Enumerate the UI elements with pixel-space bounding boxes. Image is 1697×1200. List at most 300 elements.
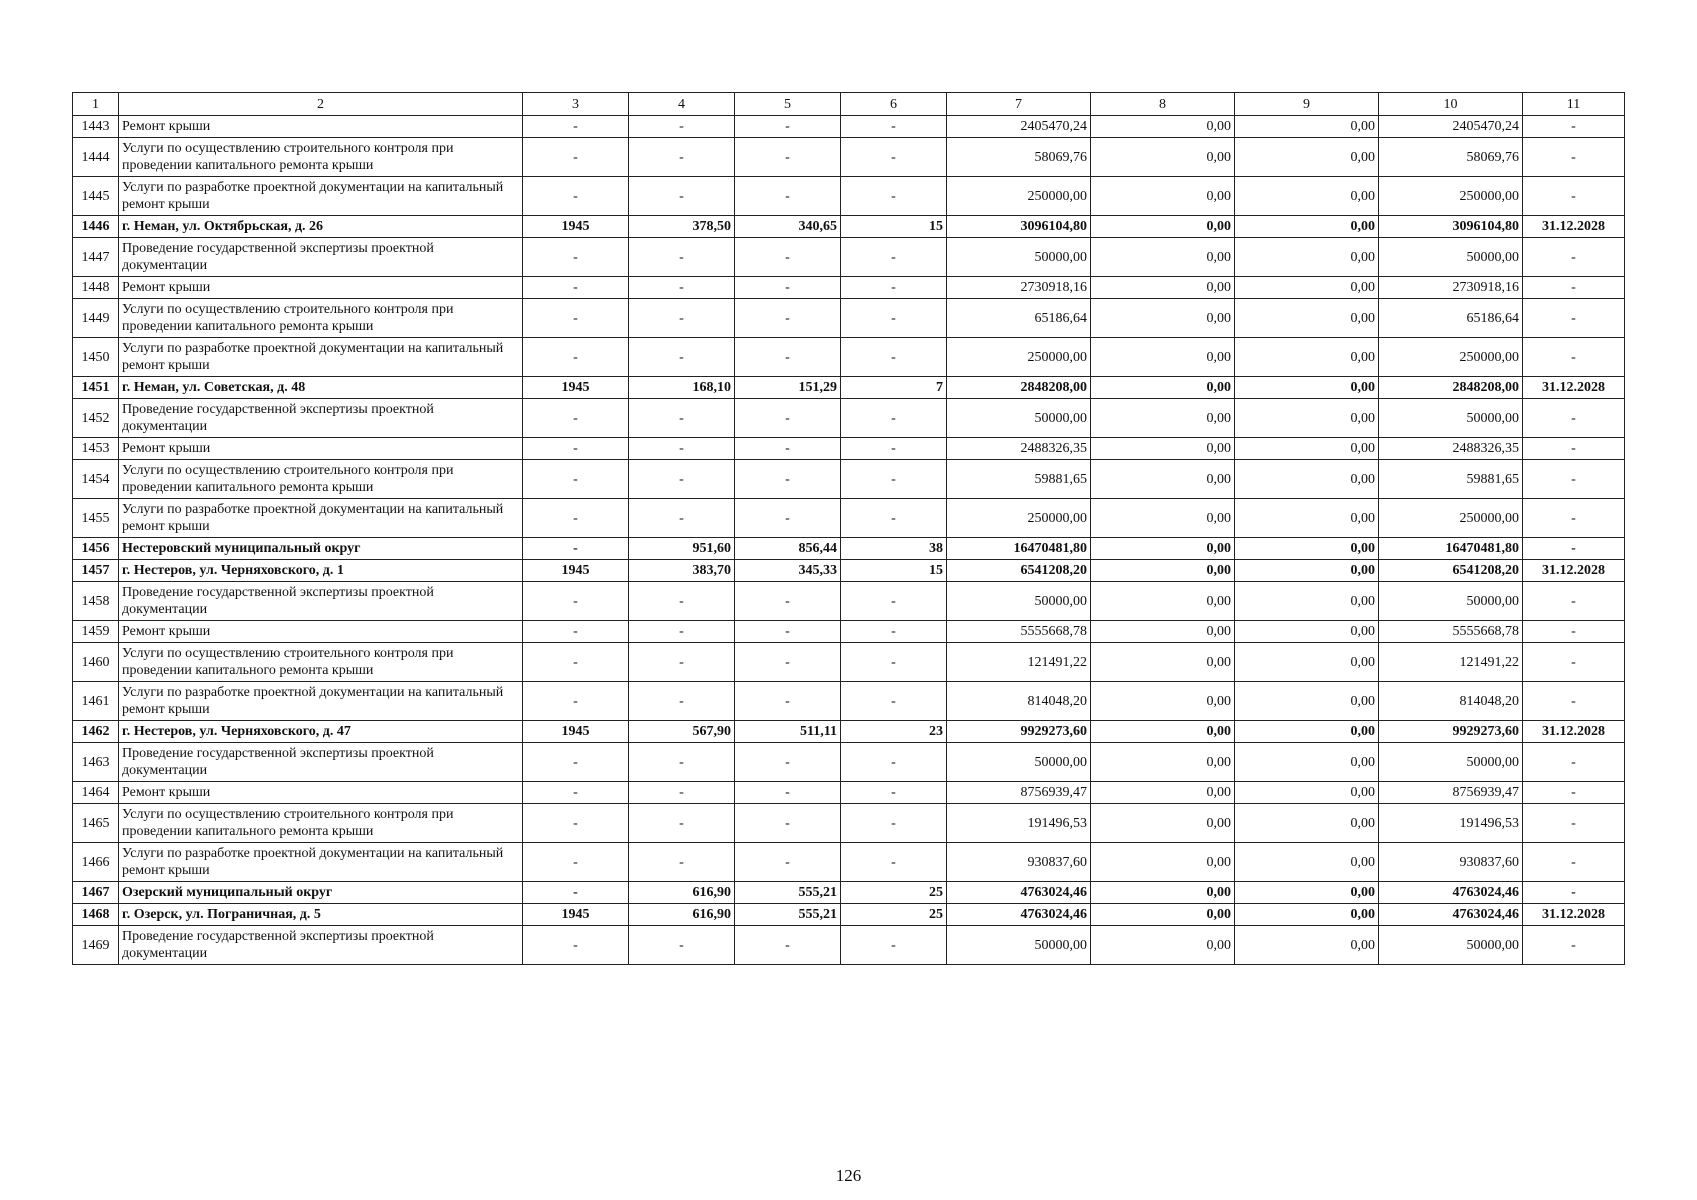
area-living-cell: - — [735, 843, 841, 882]
deadline-cell: - — [1523, 682, 1625, 721]
table-row — [73, 743, 1625, 782]
cost-cell-10: 50000,00 — [1379, 743, 1523, 782]
area-total-cell: - — [629, 643, 735, 682]
fund-cell-9: 0,00 — [1235, 499, 1379, 538]
row-number-cell: 1468 — [73, 904, 119, 926]
area-total-cell: 951,60 — [629, 538, 735, 560]
table-row — [73, 721, 1625, 743]
total-cost-cell: 4763024,46 — [947, 904, 1091, 926]
cost-cell-10: 16470481,80 — [1379, 538, 1523, 560]
cost-cell-10: 191496,53 — [1379, 804, 1523, 843]
total-cost-cell: 4763024,46 — [947, 882, 1091, 904]
cost-cell-10: 250000,00 — [1379, 177, 1523, 216]
area-living-cell: - — [735, 743, 841, 782]
total-cost-cell: 2730918,16 — [947, 277, 1091, 299]
area-living-cell: - — [735, 682, 841, 721]
deadline-cell: - — [1523, 438, 1625, 460]
row-number-cell: 1454 — [73, 460, 119, 499]
fund-cell-9: 0,00 — [1235, 643, 1379, 682]
fund-cell-8: 0,00 — [1091, 299, 1235, 338]
name-cell: г. Озерск, ул. Пограничная, д. 5 — [119, 904, 523, 926]
year-cell: - — [523, 621, 629, 643]
cost-cell-10: 8756939,47 — [1379, 782, 1523, 804]
row-number-cell: 1469 — [73, 926, 119, 965]
residents-cell: - — [841, 843, 947, 882]
fund-cell-9: 0,00 — [1235, 238, 1379, 277]
year-cell: - — [523, 743, 629, 782]
table-row — [73, 216, 1625, 238]
cost-cell-10: 2405470,24 — [1379, 116, 1523, 138]
total-cost-cell: 3096104,80 — [947, 216, 1091, 238]
residents-cell: - — [841, 621, 947, 643]
fund-cell-9: 0,00 — [1235, 804, 1379, 843]
header-cell-1: 1 — [73, 93, 119, 116]
deadline-cell: - — [1523, 926, 1625, 965]
deadline-cell: - — [1523, 277, 1625, 299]
deadline-cell: 31.12.2028 — [1523, 216, 1625, 238]
table-row — [73, 299, 1625, 338]
area-total-cell: 567,90 — [629, 721, 735, 743]
row-number-cell: 1453 — [73, 438, 119, 460]
name-cell: Услуги по осуществлению строительного контроля при проведении капитального ремонта крыши — [119, 460, 523, 499]
header-cell-6: 6 — [841, 93, 947, 116]
total-cost-cell: 250000,00 — [947, 338, 1091, 377]
table-body — [73, 93, 1625, 965]
row-number-cell: 1456 — [73, 538, 119, 560]
total-cost-cell: 5555668,78 — [947, 621, 1091, 643]
name-cell: г. Неман, ул. Советская, д. 48 — [119, 377, 523, 399]
area-total-cell: 378,50 — [629, 216, 735, 238]
fund-cell-9: 0,00 — [1235, 926, 1379, 965]
fund-cell-9: 0,00 — [1235, 721, 1379, 743]
row-number-cell: 1461 — [73, 682, 119, 721]
fund-cell-8: 0,00 — [1091, 277, 1235, 299]
cost-cell-10: 65186,64 — [1379, 299, 1523, 338]
name-cell: г. Неман, ул. Октябрьская, д. 26 — [119, 216, 523, 238]
deadline-cell: - — [1523, 804, 1625, 843]
year-cell: 1945 — [523, 904, 629, 926]
deadline-cell: - — [1523, 116, 1625, 138]
fund-cell-9: 0,00 — [1235, 682, 1379, 721]
year-cell: - — [523, 782, 629, 804]
header-cell-4: 4 — [629, 93, 735, 116]
area-total-cell: - — [629, 116, 735, 138]
deadline-cell: - — [1523, 882, 1625, 904]
table-row — [73, 804, 1625, 843]
cost-cell-10: 250000,00 — [1379, 499, 1523, 538]
name-cell: Ремонт крыши — [119, 782, 523, 804]
row-number-cell: 1463 — [73, 743, 119, 782]
area-living-cell: - — [735, 399, 841, 438]
deadline-cell: - — [1523, 399, 1625, 438]
residents-cell: 15 — [841, 560, 947, 582]
residents-cell: 15 — [841, 216, 947, 238]
deadline-cell: 31.12.2028 — [1523, 560, 1625, 582]
name-cell: Услуги по разработке проектной документации на капитальный ремонт крыши — [119, 338, 523, 377]
fund-cell-8: 0,00 — [1091, 721, 1235, 743]
fund-cell-8: 0,00 — [1091, 804, 1235, 843]
row-number-cell: 1444 — [73, 138, 119, 177]
deadline-cell: - — [1523, 138, 1625, 177]
cost-cell-10: 50000,00 — [1379, 238, 1523, 277]
fund-cell-9: 0,00 — [1235, 177, 1379, 216]
area-living-cell: 555,21 — [735, 882, 841, 904]
residents-cell: - — [841, 399, 947, 438]
area-total-cell: - — [629, 177, 735, 216]
area-total-cell: - — [629, 843, 735, 882]
residents-cell: - — [841, 238, 947, 277]
area-total-cell: - — [629, 499, 735, 538]
table-row — [73, 904, 1625, 926]
area-total-cell: 616,90 — [629, 904, 735, 926]
year-cell: - — [523, 238, 629, 277]
header-cell-2: 2 — [119, 93, 523, 116]
total-cost-cell: 121491,22 — [947, 643, 1091, 682]
fund-cell-8: 0,00 — [1091, 138, 1235, 177]
name-cell: Ремонт крыши — [119, 277, 523, 299]
name-cell: г. Нестеров, ул. Черняховского, д. 47 — [119, 721, 523, 743]
year-cell: - — [523, 299, 629, 338]
area-living-cell: 555,21 — [735, 904, 841, 926]
area-total-cell: 168,10 — [629, 377, 735, 399]
total-cost-cell: 930837,60 — [947, 843, 1091, 882]
total-cost-cell: 50000,00 — [947, 582, 1091, 621]
table-row — [73, 882, 1625, 904]
fund-cell-8: 0,00 — [1091, 460, 1235, 499]
residents-cell: - — [841, 743, 947, 782]
header-cell-11: 11 — [1523, 93, 1625, 116]
residents-cell: - — [841, 116, 947, 138]
deadline-cell: - — [1523, 338, 1625, 377]
total-cost-cell: 50000,00 — [947, 926, 1091, 965]
total-cost-cell: 58069,76 — [947, 138, 1091, 177]
row-number-cell: 1459 — [73, 621, 119, 643]
fund-cell-9: 0,00 — [1235, 138, 1379, 177]
table-row — [73, 399, 1625, 438]
total-cost-cell: 814048,20 — [947, 682, 1091, 721]
table-row — [73, 338, 1625, 377]
fund-cell-8: 0,00 — [1091, 926, 1235, 965]
fund-cell-8: 0,00 — [1091, 560, 1235, 582]
row-number-cell: 1443 — [73, 116, 119, 138]
area-living-cell: - — [735, 238, 841, 277]
name-cell: Услуги по осуществлению строительного контроля при проведении капитального ремонта крыши — [119, 299, 523, 338]
year-cell: - — [523, 399, 629, 438]
fund-cell-9: 0,00 — [1235, 116, 1379, 138]
name-cell: Ремонт крыши — [119, 621, 523, 643]
residents-cell: - — [841, 138, 947, 177]
total-cost-cell: 6541208,20 — [947, 560, 1091, 582]
area-total-cell: - — [629, 621, 735, 643]
area-total-cell: - — [629, 782, 735, 804]
area-living-cell: - — [735, 643, 841, 682]
cost-cell-10: 2848208,00 — [1379, 377, 1523, 399]
total-cost-cell: 50000,00 — [947, 399, 1091, 438]
area-total-cell: - — [629, 582, 735, 621]
deadline-cell: - — [1523, 460, 1625, 499]
area-living-cell: - — [735, 582, 841, 621]
row-number-cell: 1457 — [73, 560, 119, 582]
cost-cell-10: 59881,65 — [1379, 460, 1523, 499]
row-number-cell: 1466 — [73, 843, 119, 882]
year-cell: - — [523, 643, 629, 682]
fund-cell-9: 0,00 — [1235, 882, 1379, 904]
area-total-cell: 616,90 — [629, 882, 735, 904]
deadline-cell: - — [1523, 582, 1625, 621]
area-total-cell: - — [629, 238, 735, 277]
fund-cell-8: 0,00 — [1091, 621, 1235, 643]
cost-cell-10: 814048,20 — [1379, 682, 1523, 721]
name-cell: Услуги по осуществлению строительного контроля при проведении капитального ремонта крыши — [119, 138, 523, 177]
row-number-cell: 1465 — [73, 804, 119, 843]
table-row — [73, 138, 1625, 177]
header-cell-5: 5 — [735, 93, 841, 116]
area-total-cell: - — [629, 399, 735, 438]
cost-cell-10: 2488326,35 — [1379, 438, 1523, 460]
name-cell: Проведение государственной экспертизы проектной документации — [119, 399, 523, 438]
name-cell: Услуги по разработке проектной документации на капитальный ремонт крыши — [119, 682, 523, 721]
row-number-cell: 1467 — [73, 882, 119, 904]
year-cell: - — [523, 926, 629, 965]
total-cost-cell: 250000,00 — [947, 177, 1091, 216]
area-living-cell: - — [735, 299, 841, 338]
area-total-cell: 383,70 — [629, 560, 735, 582]
area-living-cell: - — [735, 460, 841, 499]
year-cell: - — [523, 804, 629, 843]
fund-cell-9: 0,00 — [1235, 538, 1379, 560]
area-living-cell: - — [735, 116, 841, 138]
area-living-cell: - — [735, 277, 841, 299]
fund-cell-9: 0,00 — [1235, 299, 1379, 338]
row-number-cell: 1464 — [73, 782, 119, 804]
header-cell-7: 7 — [947, 93, 1091, 116]
residents-cell: - — [841, 499, 947, 538]
deadline-cell: - — [1523, 499, 1625, 538]
row-number-cell: 1449 — [73, 299, 119, 338]
fund-cell-8: 0,00 — [1091, 682, 1235, 721]
name-cell: Проведение государственной экспертизы проектной документации — [119, 926, 523, 965]
residents-cell: - — [841, 460, 947, 499]
name-cell: Услуги по разработке проектной документации на капитальный ремонт крыши — [119, 499, 523, 538]
cost-cell-10: 58069,76 — [1379, 138, 1523, 177]
fund-cell-9: 0,00 — [1235, 621, 1379, 643]
table-row — [73, 438, 1625, 460]
table-row — [73, 621, 1625, 643]
header-cell-8: 8 — [1091, 93, 1235, 116]
row-number-cell: 1455 — [73, 499, 119, 538]
name-cell: Проведение государственной экспертизы проектной документации — [119, 743, 523, 782]
area-living-cell: 856,44 — [735, 538, 841, 560]
area-living-cell: - — [735, 438, 841, 460]
table-row — [73, 377, 1625, 399]
fund-cell-9: 0,00 — [1235, 582, 1379, 621]
year-cell: - — [523, 138, 629, 177]
row-number-cell: 1446 — [73, 216, 119, 238]
deadline-cell: - — [1523, 843, 1625, 882]
total-cost-cell: 50000,00 — [947, 743, 1091, 782]
row-number-cell: 1458 — [73, 582, 119, 621]
cost-cell-10: 50000,00 — [1379, 582, 1523, 621]
year-cell: - — [523, 538, 629, 560]
area-living-cell: - — [735, 926, 841, 965]
area-total-cell: - — [629, 743, 735, 782]
fund-cell-9: 0,00 — [1235, 743, 1379, 782]
row-number-cell: 1450 — [73, 338, 119, 377]
fund-cell-9: 0,00 — [1235, 460, 1379, 499]
name-cell: Проведение государственной экспертизы проектной документации — [119, 238, 523, 277]
table-row — [73, 177, 1625, 216]
deadline-cell: - — [1523, 621, 1625, 643]
table-row — [73, 843, 1625, 882]
fund-cell-8: 0,00 — [1091, 843, 1235, 882]
total-cost-cell: 191496,53 — [947, 804, 1091, 843]
residents-cell: 25 — [841, 904, 947, 926]
table-row — [73, 643, 1625, 682]
deadline-cell: - — [1523, 177, 1625, 216]
table-row — [73, 116, 1625, 138]
area-total-cell: - — [629, 338, 735, 377]
deadline-cell: - — [1523, 299, 1625, 338]
year-cell: - — [523, 499, 629, 538]
fund-cell-9: 0,00 — [1235, 216, 1379, 238]
name-cell: Проведение государственной экспертизы проектной документации — [119, 582, 523, 621]
table-row — [73, 926, 1625, 965]
area-living-cell: - — [735, 782, 841, 804]
cost-cell-10: 121491,22 — [1379, 643, 1523, 682]
fund-cell-8: 0,00 — [1091, 643, 1235, 682]
area-living-cell: - — [735, 338, 841, 377]
deadline-cell: - — [1523, 238, 1625, 277]
fund-cell-9: 0,00 — [1235, 438, 1379, 460]
year-cell: - — [523, 882, 629, 904]
area-total-cell: - — [629, 460, 735, 499]
residents-cell: - — [841, 782, 947, 804]
fund-cell-8: 0,00 — [1091, 177, 1235, 216]
residents-cell: - — [841, 643, 947, 682]
total-cost-cell: 2488326,35 — [947, 438, 1091, 460]
area-total-cell: - — [629, 299, 735, 338]
residents-cell: - — [841, 299, 947, 338]
cost-cell-10: 2730918,16 — [1379, 277, 1523, 299]
fund-cell-8: 0,00 — [1091, 216, 1235, 238]
total-cost-cell: 2848208,00 — [947, 377, 1091, 399]
area-living-cell: 345,33 — [735, 560, 841, 582]
fund-cell-9: 0,00 — [1235, 782, 1379, 804]
cost-cell-10: 930837,60 — [1379, 843, 1523, 882]
fund-cell-8: 0,00 — [1091, 377, 1235, 399]
area-living-cell: 340,65 — [735, 216, 841, 238]
year-cell: 1945 — [523, 721, 629, 743]
name-cell: Озерский муниципальный округ — [119, 882, 523, 904]
fund-cell-9: 0,00 — [1235, 338, 1379, 377]
year-cell: - — [523, 116, 629, 138]
year-cell: - — [523, 277, 629, 299]
deadline-cell: 31.12.2028 — [1523, 377, 1625, 399]
area-living-cell: 511,11 — [735, 721, 841, 743]
cost-cell-10: 5555668,78 — [1379, 621, 1523, 643]
row-number-cell: 1462 — [73, 721, 119, 743]
fund-cell-8: 0,00 — [1091, 582, 1235, 621]
year-cell: 1945 — [523, 560, 629, 582]
residents-cell: - — [841, 338, 947, 377]
cost-cell-10: 9929273,60 — [1379, 721, 1523, 743]
residents-cell: - — [841, 277, 947, 299]
residents-cell: - — [841, 804, 947, 843]
name-cell: Услуги по разработке проектной документации на капитальный ремонт крыши — [119, 843, 523, 882]
deadline-cell: 31.12.2028 — [1523, 721, 1625, 743]
area-total-cell: - — [629, 138, 735, 177]
year-cell: 1945 — [523, 377, 629, 399]
header-cell-9: 9 — [1235, 93, 1379, 116]
fund-cell-8: 0,00 — [1091, 538, 1235, 560]
table-row — [73, 277, 1625, 299]
year-cell: 1945 — [523, 216, 629, 238]
table-row — [73, 560, 1625, 582]
cost-cell-10: 50000,00 — [1379, 399, 1523, 438]
deadline-cell: - — [1523, 782, 1625, 804]
total-cost-cell: 50000,00 — [947, 238, 1091, 277]
cost-cell-10: 4763024,46 — [1379, 882, 1523, 904]
fund-cell-9: 0,00 — [1235, 843, 1379, 882]
residents-cell: - — [841, 438, 947, 460]
row-number-cell: 1460 — [73, 643, 119, 682]
area-total-cell: - — [629, 277, 735, 299]
area-living-cell: - — [735, 499, 841, 538]
area-total-cell: - — [629, 926, 735, 965]
name-cell: Услуги по осуществлению строительного контроля при проведении капитального ремонта крыши — [119, 643, 523, 682]
name-cell: Услуги по осуществлению строительного контроля при проведении капитального ремонта крыши — [119, 804, 523, 843]
year-cell: - — [523, 438, 629, 460]
row-number-cell: 1445 — [73, 177, 119, 216]
fund-cell-8: 0,00 — [1091, 338, 1235, 377]
year-cell: - — [523, 843, 629, 882]
cost-cell-10: 4763024,46 — [1379, 904, 1523, 926]
area-total-cell: - — [629, 682, 735, 721]
data-table — [72, 92, 1625, 965]
fund-cell-9: 0,00 — [1235, 277, 1379, 299]
name-cell: Ремонт крыши — [119, 116, 523, 138]
area-total-cell: - — [629, 438, 735, 460]
fund-cell-8: 0,00 — [1091, 438, 1235, 460]
deadline-cell: - — [1523, 643, 1625, 682]
fund-cell-8: 0,00 — [1091, 743, 1235, 782]
year-cell: - — [523, 460, 629, 499]
area-living-cell: 151,29 — [735, 377, 841, 399]
cost-cell-10: 250000,00 — [1379, 338, 1523, 377]
row-number-cell: 1452 — [73, 399, 119, 438]
fund-cell-9: 0,00 — [1235, 399, 1379, 438]
total-cost-cell: 250000,00 — [947, 499, 1091, 538]
residents-cell: - — [841, 177, 947, 216]
area-living-cell: - — [735, 621, 841, 643]
residents-cell: 23 — [841, 721, 947, 743]
name-cell: Услуги по разработке проектной документации на капитальный ремонт крыши — [119, 177, 523, 216]
name-cell: Ремонт крыши — [119, 438, 523, 460]
year-cell: - — [523, 582, 629, 621]
residents-cell: 7 — [841, 377, 947, 399]
table-row — [73, 538, 1625, 560]
row-number-cell: 1451 — [73, 377, 119, 399]
fund-cell-8: 0,00 — [1091, 904, 1235, 926]
fund-cell-8: 0,00 — [1091, 399, 1235, 438]
fund-cell-8: 0,00 — [1091, 882, 1235, 904]
residents-cell: - — [841, 682, 947, 721]
cost-cell-10: 6541208,20 — [1379, 560, 1523, 582]
fund-cell-9: 0,00 — [1235, 560, 1379, 582]
row-number-cell: 1448 — [73, 277, 119, 299]
page-number: 126 — [835, 1166, 862, 1185]
residents-cell: 38 — [841, 538, 947, 560]
